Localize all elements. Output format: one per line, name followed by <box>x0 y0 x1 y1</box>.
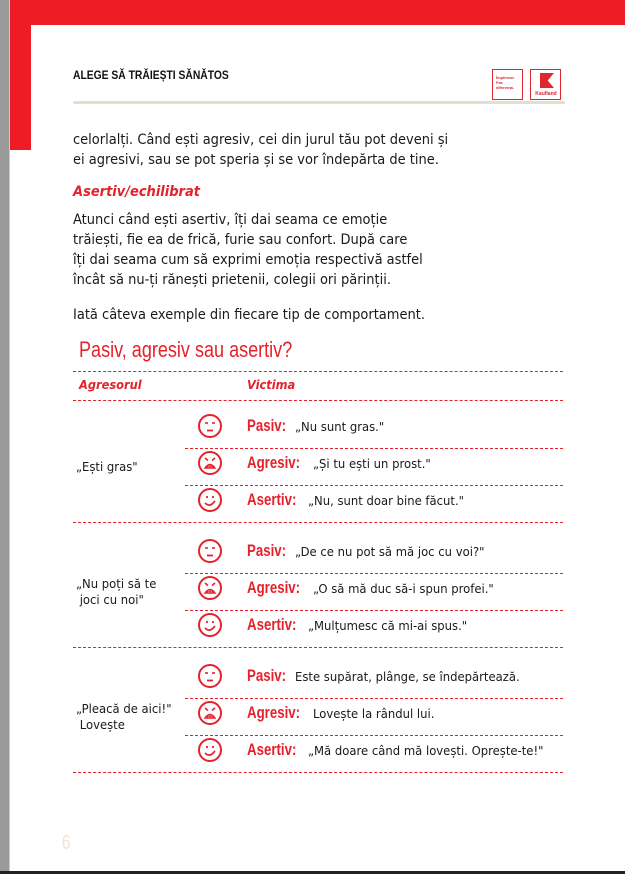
victim-response <box>247 740 561 760</box>
table-title: Pasiv, agresiv sau asertiv? <box>79 337 293 362</box>
victim-response <box>247 703 444 723</box>
kaufland-logo-text: Kaufland <box>535 91 557 97</box>
text-line: celorlalți. Când ești agresiv, cei din jurul tău pot deveni și <box>73 132 449 148</box>
aggressor-line: Lovește <box>76 717 125 732</box>
text-line: încât să nu-ți rănești prietenii, colegii ori părinții. <box>73 272 391 288</box>
response-type-label: Pasiv: <box>247 666 287 685</box>
kaufland-logo <box>530 69 561 100</box>
aggressor-line: „Ești gras" <box>76 459 138 474</box>
assertive-paragraph <box>73 210 423 290</box>
kaufland-k-icon <box>540 73 554 88</box>
red-frame-left <box>10 0 31 150</box>
text-line: trăiești, fie ea de frică, furie sau confort. După care <box>73 232 408 248</box>
response-text: „Nu sunt gras." <box>295 419 385 434</box>
angry-face-icon <box>197 700 223 726</box>
aggressor-statement <box>76 576 156 608</box>
neutral-face-icon <box>197 413 223 439</box>
assertive-heading: Asertiv/echilibrat <box>73 184 200 200</box>
response-divider <box>185 735 563 736</box>
angry-face-icon <box>197 575 223 601</box>
victim-response <box>247 453 440 473</box>
response-divider <box>185 610 563 611</box>
column-header-aggressor: Agresorul <box>79 378 142 392</box>
text-line: ei agresivi, sau se pot speria și se vor îndepărta de tine. <box>73 152 439 168</box>
group-divider <box>73 772 563 773</box>
group-divider <box>73 522 563 523</box>
neutral-face-icon <box>197 538 223 564</box>
smiling-face-icon <box>197 487 223 513</box>
response-divider <box>185 448 563 449</box>
table-header-divider <box>73 400 563 401</box>
smiling-face-icon <box>197 612 223 638</box>
column-header-victim: Victima <box>247 378 296 392</box>
aggressor-statement <box>76 459 138 475</box>
table-top-divider <box>73 371 563 372</box>
response-text: „O să mă duc să-i spun profei." <box>313 581 494 596</box>
victim-response <box>247 666 537 686</box>
running-header-title: ALEGE SĂ TRĂIEȘTI SĂNĂTOS <box>73 68 229 82</box>
neutral-face-icon <box>197 663 223 689</box>
intro-paragraph <box>73 130 448 170</box>
aggressor-statement <box>76 701 172 733</box>
impliniesc-logo <box>492 69 523 100</box>
aggressor-line: joci cu noi" <box>76 592 144 607</box>
response-type-label: Pasiv: <box>247 416 287 435</box>
impliniesc-logo-text: Împlinesc Fac diferența. <box>496 75 515 90</box>
victim-response <box>247 490 476 510</box>
response-text: Lovește la rândul lui. <box>313 706 435 721</box>
response-type-label: Agresiv: <box>247 578 301 597</box>
response-text: „Nu, sunt doar bine făcut." <box>308 493 465 508</box>
header-divider <box>73 101 565 104</box>
victim-response <box>247 541 499 561</box>
text-line: îți dai seama cum să exprimi emoția respectivă astfel <box>73 252 423 268</box>
response-text: „De ce nu pot să mă joc cu voi?" <box>295 544 485 559</box>
red-frame-top <box>10 0 625 25</box>
smiling-face-icon <box>197 737 223 763</box>
viewer-left-margin <box>0 0 9 871</box>
aggressor-line: „Nu poți să te <box>76 576 157 591</box>
angry-face-icon <box>197 450 223 476</box>
response-text: „Și tu ești un prost." <box>313 456 431 471</box>
response-type-label: Asertiv: <box>247 740 297 759</box>
victim-response <box>247 416 391 436</box>
response-type-label: Agresiv: <box>247 453 301 472</box>
aggressor-line: „Pleacă de aici!" <box>76 701 172 716</box>
response-divider <box>185 573 563 574</box>
response-text: „Mă doare când mă lovești. Oprește-te!" <box>308 743 544 758</box>
response-text: Este supărat, plânge, se îndepărtează. <box>295 669 520 684</box>
response-type-label: Asertiv: <box>247 615 297 634</box>
page-number: 6 <box>62 832 71 854</box>
examples-intro: Iată câteva exemple din fiecare tip de comportament. <box>73 307 425 323</box>
text-line: Atunci când ești asertiv, îți dai seama ce emoție <box>73 212 388 228</box>
response-divider <box>185 698 563 699</box>
response-text: „Mulțumesc că mi-ai spus." <box>308 618 468 633</box>
response-type-label: Pasiv: <box>247 541 287 560</box>
response-type-label: Agresiv: <box>247 703 301 722</box>
victim-response <box>247 578 507 598</box>
victim-response <box>247 615 479 635</box>
response-type-label: Asertiv: <box>247 490 297 509</box>
group-divider <box>73 647 563 648</box>
response-divider <box>185 485 563 486</box>
